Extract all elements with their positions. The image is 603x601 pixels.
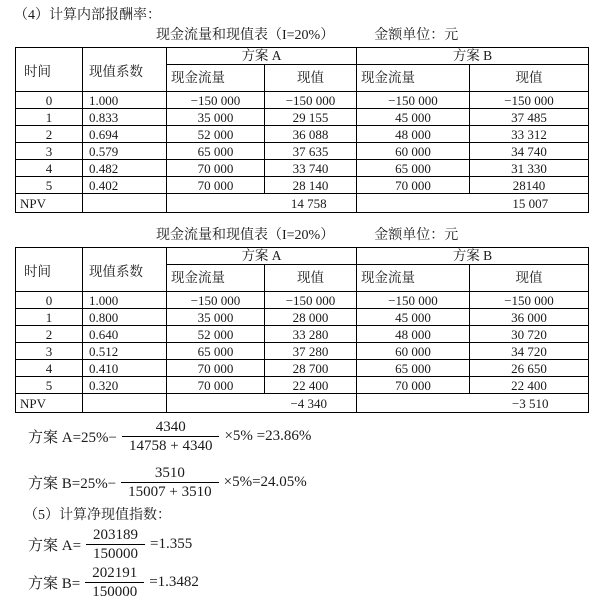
npv-label: NPV xyxy=(16,194,83,213)
cashflow-table-2 xyxy=(15,247,589,413)
table-row xyxy=(16,309,589,326)
cell-time: 3 xyxy=(16,143,83,160)
table2-header-plan-a: 方案 A xyxy=(167,248,357,265)
cell-b-pv: 28140 xyxy=(470,177,589,194)
fraction xyxy=(121,464,218,501)
table-row xyxy=(16,326,589,343)
section5-heading: （5）计算净现值指数： xyxy=(24,508,171,523)
formula-lhs: 方案 A= xyxy=(28,537,82,554)
fraction-numerator: 3510 xyxy=(154,464,185,481)
table-row xyxy=(16,177,589,194)
cell-time: 5 xyxy=(16,177,83,194)
table-row xyxy=(16,126,589,143)
cell-b-cashflow: 70 000 xyxy=(357,377,470,394)
table-row xyxy=(16,377,589,394)
table2-header-cashflow-b: 现金流量 xyxy=(357,265,470,292)
table2-title: 现金流量和现值表（I=20%） xyxy=(156,228,335,243)
cell-time: 0 xyxy=(16,292,83,309)
table2-header-pv-a: 现值 xyxy=(265,265,357,292)
cell-time: 5 xyxy=(16,377,83,394)
cell-factor: 0.482 xyxy=(83,160,167,177)
cell-b-pv: 31 330 xyxy=(470,160,589,177)
fraction-numerator: 4340 xyxy=(155,418,186,435)
fraction-denominator: 14758 + 4340 xyxy=(122,436,219,455)
cell-a-pv: 36 088 xyxy=(265,126,357,143)
table2-header-group-row xyxy=(16,248,589,265)
formula-lhs: 方案 A=25%− xyxy=(28,429,117,446)
cell-b-pv: 22 400 xyxy=(470,377,589,394)
table1-title-row xyxy=(6,27,597,45)
cell-factor: 0.410 xyxy=(83,360,167,377)
cell-b-cashflow: 45 000 xyxy=(357,309,470,326)
cell-a-pv: 22 400 xyxy=(265,377,357,394)
cell-factor: 0.800 xyxy=(83,309,167,326)
cell-b-pv: 26 650 xyxy=(470,360,589,377)
cell-a-cashflow: 65 000 xyxy=(167,143,265,160)
table2-title-row xyxy=(6,227,597,245)
formula-lhs: 方案 B=25%− xyxy=(28,475,117,492)
cashflow-table-1 xyxy=(15,47,589,213)
cell-a-pv: 33 740 xyxy=(265,160,357,177)
formula-rhs: =1.355 xyxy=(150,535,193,552)
table2-unit-label: 金额单位：元 xyxy=(374,228,459,243)
cell-time: 2 xyxy=(16,126,83,143)
table-row xyxy=(16,160,589,177)
fraction xyxy=(122,418,219,455)
cell-b-cashflow: 48 000 xyxy=(357,326,470,343)
cell-a-pv: 37 635 xyxy=(265,143,357,160)
npv-empty-cell xyxy=(83,194,167,213)
formula-rhs: ×5%=24.05% xyxy=(223,473,307,490)
fraction-numerator: 203189 xyxy=(93,526,139,543)
cell-a-pv: −150 000 xyxy=(265,92,357,109)
npv-value-plan-a: 14 758 xyxy=(167,194,357,213)
cell-time: 1 xyxy=(16,309,83,326)
table1-unit-label: 金额单位：元 xyxy=(374,28,459,43)
cell-factor: 1.000 xyxy=(83,92,167,109)
cell-a-pv: 37 280 xyxy=(265,343,357,360)
cell-factor: 1.000 xyxy=(83,292,167,309)
pvi-formula-plan-a xyxy=(28,525,597,563)
cell-a-cashflow: 35 000 xyxy=(167,309,265,326)
cell-b-pv: −150 000 xyxy=(470,92,589,109)
cell-a-pv: 28 140 xyxy=(265,177,357,194)
cell-a-cashflow: 52 000 xyxy=(167,126,265,143)
table2-header-cashflow-a: 现金流量 xyxy=(167,265,265,292)
table1-header-factor: 现值系数 xyxy=(83,48,167,92)
cell-factor: 0.694 xyxy=(83,126,167,143)
cell-factor: 0.579 xyxy=(83,143,167,160)
cell-a-cashflow: 70 000 xyxy=(167,377,265,394)
cell-a-cashflow: −150 000 xyxy=(167,92,265,109)
irr-formula-plan-a xyxy=(28,413,597,459)
table2-npv-row xyxy=(16,394,589,413)
cell-a-pv: 33 280 xyxy=(265,326,357,343)
cell-time: 4 xyxy=(16,360,83,377)
cell-time: 4 xyxy=(16,160,83,177)
table2-header-factor: 现值系数 xyxy=(83,248,167,292)
cell-a-pv: 28 700 xyxy=(265,360,357,377)
formula-rhs: ×5% =23.86% xyxy=(224,427,312,444)
cell-a-pv: 28 000 xyxy=(265,309,357,326)
cell-a-pv: 29 155 xyxy=(265,109,357,126)
table1-header-pv-a: 现值 xyxy=(265,65,357,92)
cell-a-pv: −150 000 xyxy=(265,292,357,309)
cell-time: 1 xyxy=(16,109,83,126)
npv-label: NPV xyxy=(16,394,83,413)
cell-b-pv: 30 720 xyxy=(470,326,589,343)
cell-b-cashflow: −150 000 xyxy=(357,92,470,109)
table2-header-time: 时间 xyxy=(16,248,83,292)
table-row xyxy=(16,292,589,309)
cell-b-cashflow: 60 000 xyxy=(357,343,470,360)
cell-factor: 0.402 xyxy=(83,177,167,194)
cell-factor: 0.640 xyxy=(83,326,167,343)
cell-b-pv: 34 740 xyxy=(470,143,589,160)
cell-a-cashflow: 70 000 xyxy=(167,360,265,377)
fraction-denominator: 15007 + 3510 xyxy=(121,482,218,501)
cell-b-pv: 37 485 xyxy=(470,109,589,126)
table-row xyxy=(16,343,589,360)
table1-header-plan-a: 方案 A xyxy=(167,48,357,65)
section4-heading: （4）计算内部报酬率： xyxy=(14,8,161,23)
pvi-formula-plan-b xyxy=(28,563,597,601)
table-row xyxy=(16,92,589,109)
cell-b-pv: −150 000 xyxy=(470,292,589,309)
table1-header-pv-b: 现值 xyxy=(470,65,589,92)
cell-b-cashflow: 48 000 xyxy=(357,126,470,143)
npv-value-plan-b: −3 510 xyxy=(357,394,589,413)
cell-b-cashflow: 65 000 xyxy=(357,160,470,177)
cell-a-cashflow: 65 000 xyxy=(167,343,265,360)
cell-b-pv: 34 720 xyxy=(470,343,589,360)
cell-a-cashflow: 70 000 xyxy=(167,177,265,194)
npv-value-plan-b: 15 007 xyxy=(357,194,589,213)
cell-factor: 0.833 xyxy=(83,109,167,126)
cell-b-cashflow: 45 000 xyxy=(357,109,470,126)
fraction-denominator: 150000 xyxy=(85,582,144,601)
cell-a-cashflow: 52 000 xyxy=(167,326,265,343)
table2-header-pv-b: 现值 xyxy=(470,265,589,292)
fraction xyxy=(85,564,144,601)
cell-b-pv: 36 000 xyxy=(470,309,589,326)
fraction-numerator: 202191 xyxy=(92,564,138,581)
cell-b-pv: 33 312 xyxy=(470,126,589,143)
cell-b-cashflow: 65 000 xyxy=(357,360,470,377)
formula-rhs: =1.3482 xyxy=(149,573,199,590)
table1-header-cashflow-a: 现金流量 xyxy=(167,65,265,92)
table1-npv-row xyxy=(16,194,589,213)
npv-empty-cell xyxy=(83,394,167,413)
table1-header-time: 时间 xyxy=(16,48,83,92)
cell-b-cashflow: −150 000 xyxy=(357,292,470,309)
cell-time: 3 xyxy=(16,343,83,360)
cell-a-cashflow: 70 000 xyxy=(167,160,265,177)
cell-a-cashflow: 35 000 xyxy=(167,109,265,126)
cell-b-cashflow: 70 000 xyxy=(357,177,470,194)
fraction-denominator: 150000 xyxy=(86,544,145,563)
table-row xyxy=(16,143,589,160)
cell-time: 2 xyxy=(16,326,83,343)
fraction xyxy=(86,526,145,563)
irr-formula-plan-b xyxy=(28,459,597,505)
cell-time: 0 xyxy=(16,92,83,109)
table-row xyxy=(16,360,589,377)
npv-value-plan-a: −4 340 xyxy=(167,394,357,413)
table1-header-cashflow-b: 现金流量 xyxy=(357,65,470,92)
table1-header-group-row xyxy=(16,48,589,65)
cell-a-cashflow: −150 000 xyxy=(167,292,265,309)
cell-b-cashflow: 60 000 xyxy=(357,143,470,160)
table-row xyxy=(16,109,589,126)
cell-factor: 0.320 xyxy=(83,377,167,394)
formula-lhs: 方案 B= xyxy=(28,575,81,592)
table1-title: 现金流量和现值表（I=20%） xyxy=(156,28,335,43)
table2-header-plan-b: 方案 B xyxy=(357,248,589,265)
table1-header-plan-b: 方案 B xyxy=(357,48,589,65)
cell-factor: 0.512 xyxy=(83,343,167,360)
